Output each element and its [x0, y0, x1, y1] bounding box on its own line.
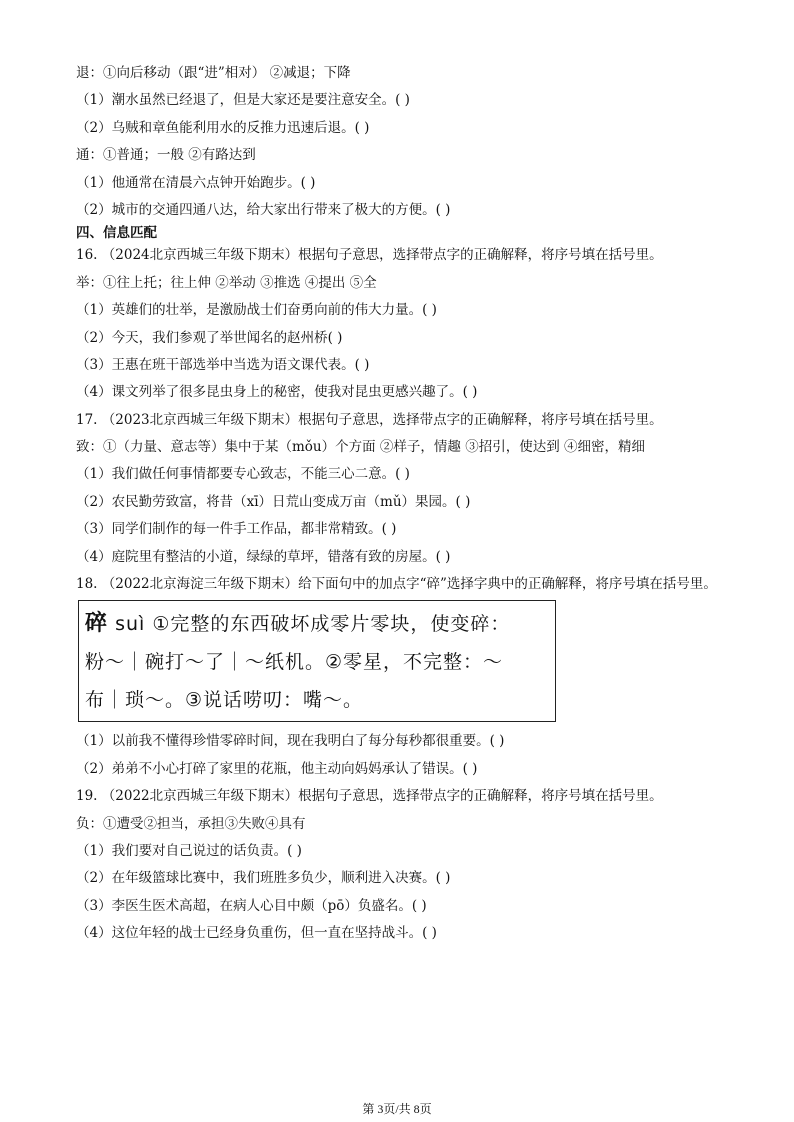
text-line: 通：①普通；一般 ②有路达到: [76, 147, 256, 164]
dictionary-character: 碎: [85, 611, 109, 637]
definition-line: 举：①往上托；往上伸 ②举动 ③推选 ④提出 ⑤全: [76, 274, 377, 291]
dictionary-pinyin: suì: [115, 613, 146, 636]
answer-blank[interactable]: ( ): [422, 925, 437, 942]
question-line: （4）这位年轻的战士已经身负重伤，但一直在坚持战斗。( ): [76, 920, 726, 947]
question-line: （2）农民勤劳致富，将昔（xī）日荒山变成万亩（mǔ）果园。( ): [76, 489, 726, 516]
question-18: [76, 571, 726, 783]
question-line: （3）李医生医术高超，在病人心目中颇（pō）负盛名。( ): [76, 893, 726, 920]
definition-line: 致：①（力量、意志等）集中于某（mǒu）个方面 ②样子，情趣 ③招引，使达到 ④细密，精细: [76, 439, 645, 456]
answer-blank[interactable]: ( ): [327, 329, 343, 346]
section-title: 四、信息匹配: [76, 225, 157, 242]
block-top: [76, 60, 726, 224]
text-line: 退：①向后移动（跟“进”相对） ②减退；下降: [76, 65, 351, 81]
dictionary-line: 碎 suì ①完整的东西破坏成零片零块，使变碎：: [85, 611, 511, 637]
answer-blank[interactable]: ( ): [462, 760, 478, 777]
answer-blank[interactable]: ( ): [435, 870, 451, 887]
question-line: （4）庭院里有整洁的小道，绿绿的草坪，错落有致的房屋。( ): [76, 544, 726, 571]
answer-blank[interactable]: ( ): [489, 733, 505, 750]
dictionary-box: [78, 600, 556, 722]
answer-blank[interactable]: ( ): [462, 384, 478, 401]
dictionary-line: 粉～｜碗打～了｜～纸机。②零星，不完整：～: [85, 651, 504, 674]
answer-blank[interactable]: ( ): [435, 201, 451, 218]
question-line: （1）我们做任何事情都要专心致志，不能三心二意。( ): [76, 461, 726, 488]
question-16: [76, 242, 726, 406]
answer-blank[interactable]: ( ): [300, 174, 316, 191]
question-line: （2）弟弟不小心打碎了家里的花瓶，他主动向妈妈承认了错误。( ): [76, 756, 726, 783]
definition-line: 负：①遭受②担当，承担③失败④具有: [76, 815, 306, 832]
question-line: （1）他通常在清晨六点钟开始跑步。( ): [76, 170, 726, 197]
document-body: [76, 60, 726, 948]
question-line: （1）我们要对自己说过的话负责。( ): [76, 838, 726, 865]
answer-blank[interactable]: ( ): [395, 466, 410, 483]
question-title: 18. （2022北京海淀三年级下期末）给下面句中的加点字“碎”选择字典中的正确解释，将序号填在括号里。: [76, 576, 717, 593]
question-title: 19. （2022北京西城三年级下期末）根据句子意思，选择带点字的正确解释，将序号填在括号里。: [76, 788, 663, 805]
question-line: （1）以前我不懂得珍惜零碎时间，现在我明白了每分每秒都很重要。( ): [76, 728, 726, 755]
answer-blank[interactable]: ( ): [381, 521, 397, 538]
question-19: [76, 783, 726, 947]
answer-blank[interactable]: ( ): [411, 897, 427, 914]
answer-blank[interactable]: ( ): [455, 493, 471, 510]
question-line: （2）在年级篮球比赛中，我们班胜多负少，顺利进入决赛。( ): [76, 865, 726, 892]
question-line: （4）课文列举了很多昆虫身上的秘密，使我对昆虫更感兴趣了。( ): [76, 379, 726, 406]
question-line: （1）英雄们的壮举，是激励战士们奋勇向前的伟大力量。( ): [76, 297, 726, 324]
question-17: [76, 407, 726, 571]
question-line: （3）同学们制作的每一件手工作品，都非常精致。( ): [76, 516, 726, 543]
answer-blank[interactable]: ( ): [354, 119, 370, 136]
question-line: （3）王惠在班干部选举中当选为语文课代表。( ): [76, 352, 726, 379]
question-title: 17. （2023北京西城三年级下期末）根据句子意思，选择带点字的正确解释，将序号填在括号里。: [76, 411, 663, 428]
question-title: 16. （2024北京西城三年级下期末）根据句子意思，选择带点字的正确解释，将序号填在括号里。: [76, 247, 663, 264]
question-line: （2）城市的交通四通八达，给大家出行带来了极大的方便。( ): [76, 197, 726, 224]
dictionary-line: 布｜琐～。③说话唠叨：嘴～。: [85, 689, 364, 712]
answer-blank[interactable]: ( ): [354, 356, 370, 373]
answer-blank[interactable]: ( ): [287, 842, 302, 859]
answer-blank[interactable]: ( ): [422, 302, 437, 319]
question-line: （2）乌贼和章鱼能利用水的反推力迅速后退。( ): [76, 115, 726, 142]
question-line: （1）潮水虽然已经退了，但是大家还是要注意安全。( ): [76, 87, 726, 114]
answer-blank[interactable]: ( ): [435, 548, 451, 565]
page-footer: 第 3页/共 8页: [362, 1102, 432, 1116]
question-line: （2）今天，我们参观了举世闻名的赵州桥( ): [76, 325, 726, 352]
answer-blank[interactable]: ( ): [395, 92, 410, 109]
